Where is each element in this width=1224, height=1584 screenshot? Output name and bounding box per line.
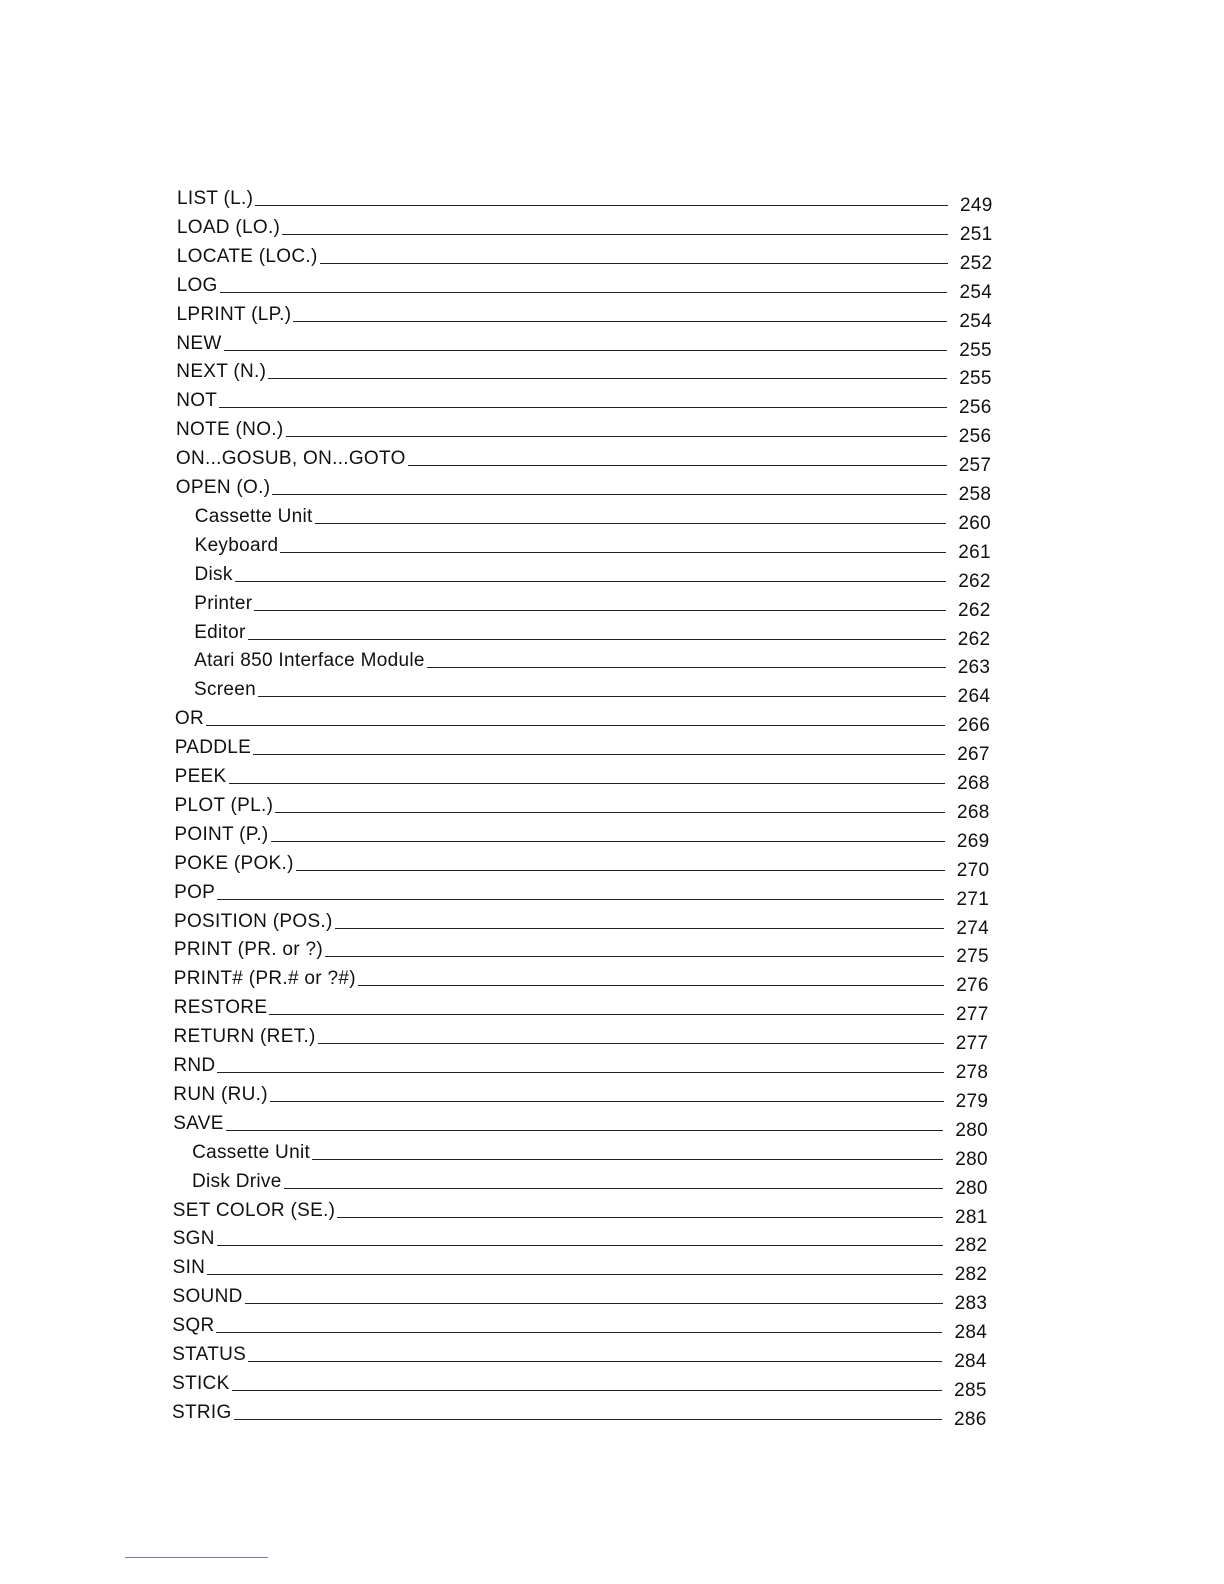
page-number: 254 bbox=[959, 310, 992, 332]
entry-title: NOT bbox=[176, 390, 218, 412]
page-number: 276 bbox=[956, 975, 989, 997]
toc-subentry bbox=[194, 588, 998, 621]
entry-title: PEEK bbox=[174, 766, 227, 787]
toc-entry bbox=[172, 1368, 994, 1401]
leader-line bbox=[216, 1332, 942, 1333]
entry-title: LPRINT (LP.) bbox=[176, 303, 292, 325]
page-number: 262 bbox=[958, 570, 991, 592]
page-number: 262 bbox=[957, 599, 991, 621]
toc-entry bbox=[172, 1310, 994, 1344]
leader-line bbox=[286, 436, 947, 437]
leader-line bbox=[427, 667, 946, 668]
toc-entry bbox=[173, 1050, 995, 1083]
entry-title: OR bbox=[174, 708, 204, 730]
entry-title: SOUND bbox=[172, 1286, 243, 1308]
toc-entry bbox=[174, 819, 997, 852]
entry-title: SGN bbox=[172, 1228, 215, 1250]
toc-entry bbox=[173, 1021, 996, 1055]
entry-title: Printer bbox=[194, 592, 253, 614]
page-number: 260 bbox=[958, 512, 991, 534]
entry-title: SQR bbox=[172, 1315, 215, 1337]
page-number: 254 bbox=[959, 281, 993, 303]
entry-title: ON...GOSUB, ON...GOTO bbox=[175, 448, 406, 470]
page-number: 281 bbox=[954, 1206, 988, 1228]
leader-line bbox=[253, 754, 945, 755]
page-number: 252 bbox=[959, 252, 993, 274]
leader-line bbox=[272, 494, 946, 495]
toc-entry bbox=[174, 848, 997, 881]
leader-line bbox=[255, 205, 948, 206]
entry-title: Editor bbox=[194, 621, 246, 643]
toc-entry bbox=[176, 385, 999, 419]
toc-subentry bbox=[194, 501, 999, 534]
leader-line bbox=[217, 1072, 943, 1073]
entry-title: LIST (L.) bbox=[177, 188, 254, 209]
toc-entry bbox=[172, 1195, 995, 1228]
page-number: 268 bbox=[957, 773, 990, 794]
leader-line bbox=[312, 1159, 943, 1160]
toc-entry bbox=[176, 328, 999, 361]
entry-title: PRINT (PR. or ?) bbox=[173, 939, 323, 961]
entry-title: PRINT# (PR.# or ?#) bbox=[173, 968, 356, 990]
page-number: 283 bbox=[954, 1293, 988, 1315]
toc-entry bbox=[176, 356, 999, 390]
page-number: 256 bbox=[958, 426, 992, 448]
toc-entry bbox=[174, 906, 996, 939]
toc-subentry bbox=[192, 1166, 995, 1199]
page-number: 270 bbox=[956, 859, 990, 881]
leader-line bbox=[315, 523, 947, 524]
leader-line bbox=[408, 465, 947, 466]
entry-title: PLOT (PL.) bbox=[174, 794, 274, 816]
leader-line bbox=[224, 350, 948, 351]
page-number: 258 bbox=[958, 484, 992, 505]
entry-title: RETURN (RET.) bbox=[173, 1026, 316, 1048]
leader-line bbox=[275, 812, 945, 813]
entry-title: Disk bbox=[194, 563, 233, 585]
page-number: 286 bbox=[954, 1408, 987, 1430]
entry-title: Keyboard bbox=[194, 534, 279, 556]
entry-title: Atari 850 Interface Module bbox=[194, 650, 425, 672]
page-number: 268 bbox=[957, 801, 990, 823]
toc-entry bbox=[173, 1108, 995, 1141]
leader-line bbox=[217, 899, 944, 900]
leader-line bbox=[229, 783, 946, 784]
toc-entry bbox=[172, 1281, 995, 1315]
page-number: 264 bbox=[957, 686, 991, 708]
page-number: 266 bbox=[957, 715, 991, 737]
page-number: 256 bbox=[958, 397, 992, 419]
toc-entry bbox=[174, 761, 998, 794]
entry-title: Cassette Unit bbox=[192, 1141, 311, 1163]
toc-entry bbox=[174, 732, 998, 766]
toc-entry bbox=[176, 212, 1000, 245]
entry-title: SIN bbox=[172, 1257, 206, 1279]
page-number: 278 bbox=[955, 1062, 989, 1083]
page-number: 271 bbox=[956, 888, 990, 910]
footer-rule bbox=[125, 1557, 268, 1558]
leader-line bbox=[284, 1188, 944, 1189]
entry-title: NEW bbox=[176, 332, 222, 354]
entry-title: STATUS bbox=[172, 1344, 247, 1365]
page-number: 262 bbox=[957, 628, 991, 650]
entry-title: POINT (P.) bbox=[174, 823, 269, 845]
entry-title: STICK bbox=[172, 1372, 230, 1394]
toc-subentry bbox=[194, 645, 998, 679]
toc-entry bbox=[175, 443, 999, 477]
toc-entry bbox=[174, 703, 998, 737]
toc-entry bbox=[176, 414, 999, 448]
page-number: 274 bbox=[956, 917, 989, 939]
leader-line bbox=[248, 639, 946, 640]
entry-title: OPEN (O.) bbox=[175, 477, 271, 498]
entry-title: NEXT (N.) bbox=[176, 361, 267, 383]
toc-entry bbox=[172, 1252, 995, 1286]
toc-subentry bbox=[194, 674, 998, 708]
entry-title: NOTE (NO.) bbox=[176, 419, 284, 441]
entry-title: Cassette Unit bbox=[194, 505, 313, 527]
toc-entry bbox=[172, 1339, 994, 1372]
toc-entry bbox=[174, 790, 998, 823]
toc-entry bbox=[172, 1397, 994, 1430]
toc-entry bbox=[173, 934, 996, 968]
page-number: 263 bbox=[957, 657, 991, 679]
leader-line bbox=[320, 263, 948, 264]
entry-title: LOCATE (LOC.) bbox=[176, 245, 318, 267]
leader-line bbox=[254, 610, 946, 611]
leader-line bbox=[269, 1014, 944, 1015]
leader-line bbox=[282, 234, 948, 235]
leader-line bbox=[226, 1130, 944, 1131]
leader-line bbox=[337, 1217, 943, 1218]
leader-line bbox=[270, 1101, 944, 1102]
leader-line bbox=[296, 870, 945, 871]
page-number: 275 bbox=[956, 946, 989, 968]
leader-line bbox=[358, 985, 944, 986]
entry-title: Disk Drive bbox=[192, 1170, 282, 1192]
page-number: 249 bbox=[960, 195, 993, 216]
leader-line bbox=[318, 1043, 944, 1044]
page-number: 282 bbox=[954, 1235, 988, 1257]
toc-entry bbox=[173, 1079, 995, 1112]
entry-title: RUN (RU.) bbox=[173, 1083, 268, 1105]
leader-line bbox=[234, 1419, 942, 1420]
page-number: 280 bbox=[955, 1148, 988, 1170]
toc-entry bbox=[177, 183, 1000, 216]
entry-title: RESTORE bbox=[173, 997, 268, 1019]
leader-line bbox=[280, 552, 946, 553]
toc-entry bbox=[176, 241, 1000, 274]
page-number: 251 bbox=[959, 223, 993, 245]
leader-line bbox=[207, 1274, 943, 1275]
leader-line bbox=[206, 725, 945, 726]
page-number: 279 bbox=[955, 1090, 989, 1112]
leader-line bbox=[335, 928, 945, 929]
toc-entry bbox=[173, 963, 996, 997]
toc-entry bbox=[176, 299, 1000, 332]
entry-title: LOAD (LO.) bbox=[176, 216, 281, 238]
entry-title: SET COLOR (SE.) bbox=[172, 1199, 336, 1221]
page-number: 280 bbox=[955, 1119, 988, 1141]
entry-title: LOG bbox=[176, 274, 218, 296]
toc-subentry bbox=[194, 559, 999, 592]
toc-entry bbox=[173, 992, 996, 1026]
leader-line bbox=[235, 581, 947, 582]
leader-line bbox=[219, 407, 947, 408]
leader-line bbox=[293, 321, 947, 322]
toc-subentry bbox=[194, 530, 999, 563]
entry-title: SAVE bbox=[173, 1112, 224, 1134]
page-number: 277 bbox=[955, 1033, 989, 1055]
toc-entry bbox=[174, 877, 996, 910]
toc-entry bbox=[176, 270, 1000, 303]
leader-line bbox=[245, 1303, 943, 1304]
page-number: 261 bbox=[958, 541, 991, 563]
leader-line bbox=[271, 841, 945, 842]
leader-line bbox=[258, 696, 946, 697]
leader-line bbox=[325, 956, 944, 957]
page-number: 285 bbox=[954, 1379, 987, 1401]
toc-subentry bbox=[192, 1137, 995, 1170]
toc-subentry bbox=[194, 617, 998, 650]
toc-entry bbox=[172, 1223, 995, 1257]
page-number: 255 bbox=[959, 339, 992, 361]
entry-title: STRIG bbox=[172, 1401, 232, 1423]
entry-title: PADDLE bbox=[174, 737, 252, 759]
page-number: 284 bbox=[954, 1351, 987, 1372]
entry-title: Screen bbox=[194, 679, 257, 701]
entry-title: POSITION (POS.) bbox=[174, 910, 333, 932]
page-number: 267 bbox=[957, 744, 990, 766]
page-number: 255 bbox=[959, 368, 992, 390]
entry-title: POP bbox=[174, 881, 216, 903]
entry-title: RND bbox=[173, 1055, 216, 1076]
toc-entry bbox=[175, 472, 999, 505]
leader-line bbox=[232, 1390, 943, 1391]
leader-line bbox=[220, 292, 948, 293]
page-number: 277 bbox=[955, 1004, 989, 1026]
entry-title: POKE (POK.) bbox=[174, 852, 294, 874]
page-number: 280 bbox=[955, 1177, 988, 1199]
leader-line bbox=[217, 1245, 943, 1246]
leader-line bbox=[248, 1361, 942, 1362]
page-number: 284 bbox=[954, 1322, 988, 1344]
leader-line bbox=[268, 378, 947, 379]
page-number: 257 bbox=[958, 455, 992, 477]
page-number: 269 bbox=[956, 830, 990, 852]
page-number: 282 bbox=[954, 1264, 988, 1286]
